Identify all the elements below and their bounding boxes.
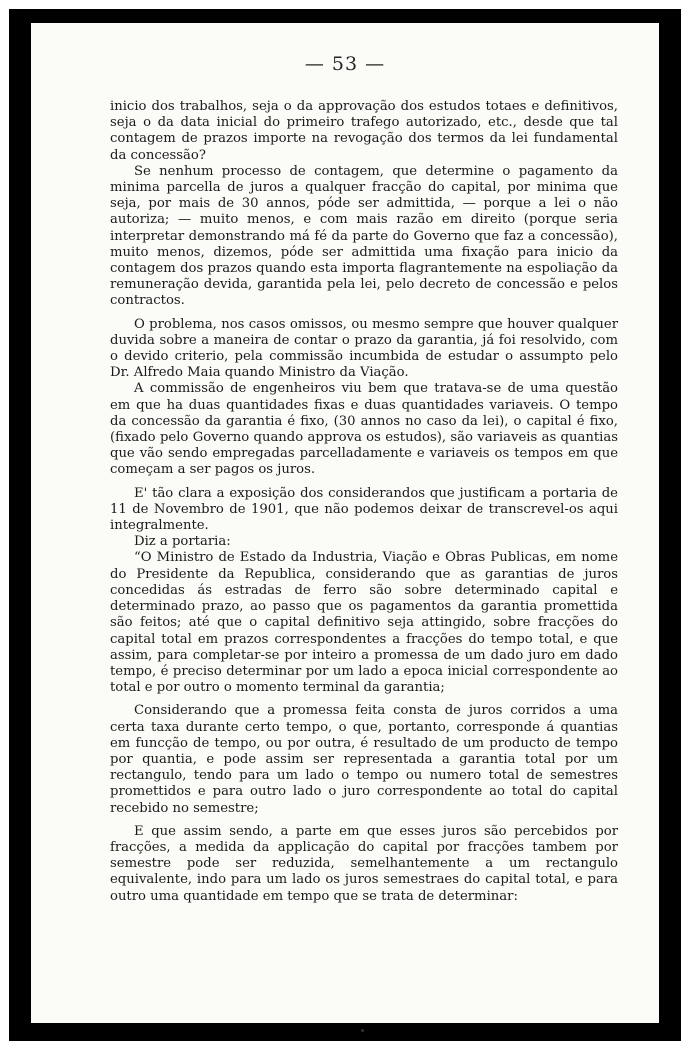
paragraph: A commissão de engenheiros viu bem que tratava-se de uma questão em que ha duas quantidades fixas e duas quantidades variaveis. O tempo da concessão da garantia é fixo, (30 annos no caso da lei), o capital é fixo, (fixado pelo Governo quando approva os estudos), são variaveis as quantias que vão sendo empregadas parcelladamente e variaveis os tempos em que começam a ser pagos os juros.	[110, 381, 618, 478]
paragraph: Se nenhum processo de contagem, que determine o pagamento da minima parcella de juros a qualquer fracção do capital, por minima que seja, por mais de 30 annos, póde ser admittida, — porque a lei o não autoriza; — muito menos, e com mais razão em direito (porque seria interpretar demonstrando má fé da parte do Governo que faz a concessão), muito menos, dizemos, póde ser admittida uma fixação para inicio da contagem dos prazos quando esta importa flagrantemente na espoliação da remuneração devida, garantida pela lei, pelo decreto de concessão e pelos contractos.	[110, 163, 618, 309]
paragraph: E' tão clara a exposição dos considerandos que justificam a portaria de 11 de Novembro de 1901, que não podemos deixar de transcrevel-os aqui integralmente.	[110, 485, 618, 534]
document-page	[31, 23, 659, 1023]
paragraph: inicio dos trabalhos, seja o da approvação dos estudos totaes e definitivos, seja o da data inicial do primeiro trafego autorizado, etc., desde que tal contagem de prazos importe na revogação dos termos da lei fundamental da concessão?	[110, 99, 618, 163]
page-border	[9, 9, 681, 1041]
paragraph: Considerando que a promessa feita consta de juros corridos a uma certa taxa durante certo tempo, o que, portanto, corresponde á quantias em funcção de tempo, ou por outra, é resultado de um producto de tempo por quantia, e pode assim ser representada a garantia total por um rectangulo, tendo para um lado o tempo ou numero total de semestres promettidos e para outro lado o juro correspondente ao total do capital recebido no semestre;	[110, 703, 618, 816]
paragraph: E que assim sendo, a parte em que esses juros são percebidos por fracções, a medida da applicação do capital por fracções tambem por semestre pode ser reduzida, semelhantemente a um rectangulo equivalente, indo para um lado os juros semestraes do capital total, e para outro uma quantidade em tempo que se trata de determinar:	[110, 823, 618, 904]
paragraph: Diz a portaria:	[134, 534, 231, 550]
body-text	[110, 99, 618, 905]
paragraph: O problema, nos casos omissos, ou mesmo sempre que houver qualquer duvida sobre a maneira de contar o prazo da garantia, já foi resolvido, com o devido criterio, pela commissão incumbida de estudar o assumpto pelo Dr. Alfredo Maia quando Ministro da Viação.	[110, 316, 618, 381]
paragraph: “O Ministro de Estado da Industria, Viação e Obras Publicas, em nome do Presidente da Republica, considerando que as garantias de juros concedidas ás estradas de ferro são sobre determinado capital e determinado prazo, ao passo que os pagamentos da garantia promettida são feitos; até que o capital definitivo seja attingido, sobre fracções do capital total em prazos correspondentes a fracções do tempo total, e que assim, para completar-se por inteiro a promessa de um dado juro em dado tempo, é preciso determinar por um lado a epoca inicial correspondente ao total e por outro o momento terminal da garantia;	[110, 550, 618, 696]
ink-speck	[361, 1029, 364, 1032]
page-number: — 53 —	[304, 53, 386, 75]
